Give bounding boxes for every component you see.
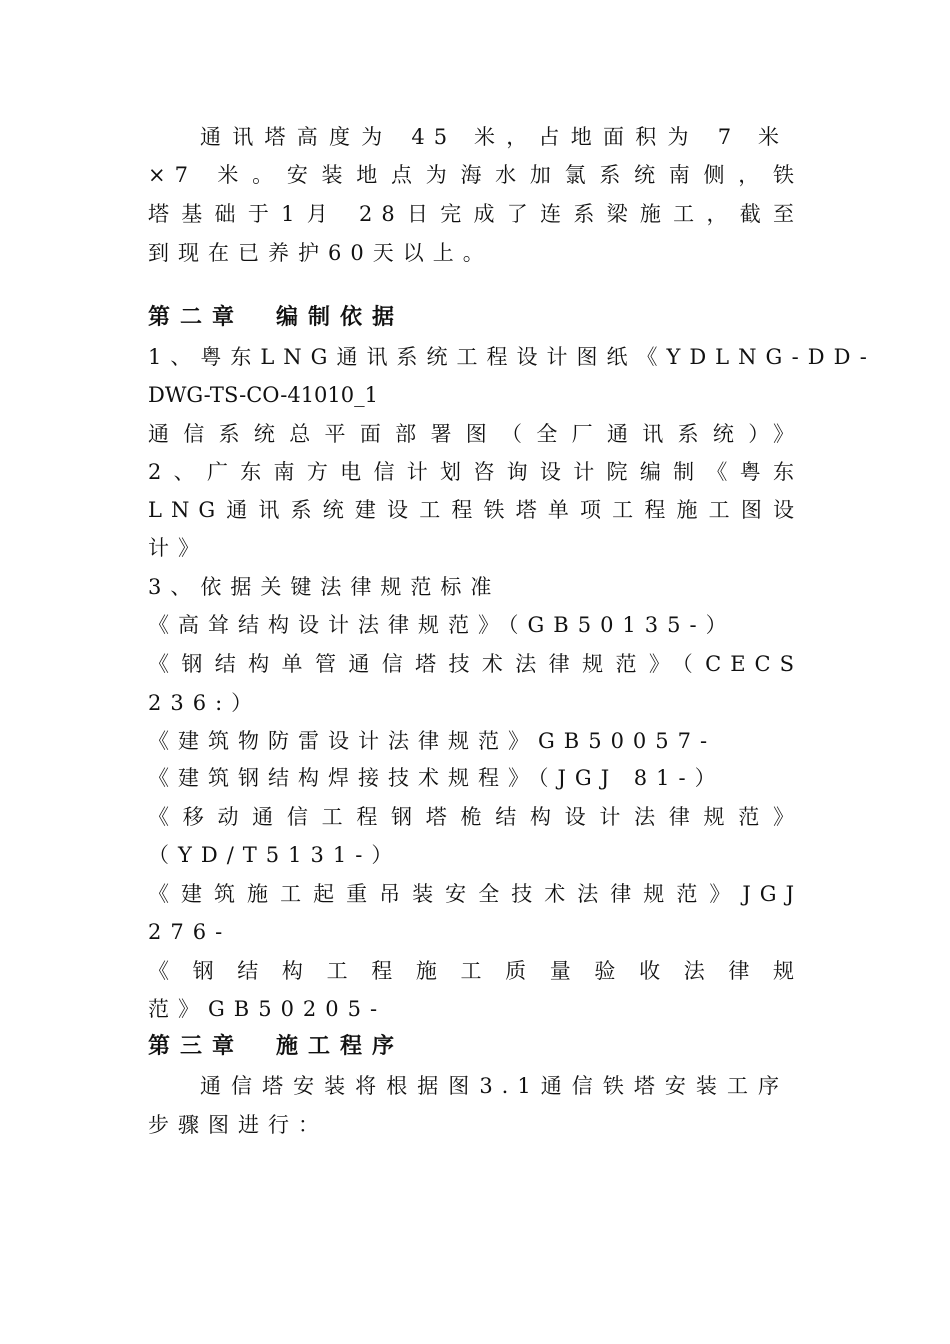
body-text-line: 计》 bbox=[148, 536, 208, 560]
standard-reference: 《移动通信工程钢塔桅结构设计法律规范》 bbox=[148, 805, 803, 829]
standard-reference: 《建筑物防雷设计法律规范》GB50057- bbox=[148, 729, 717, 753]
standard-reference: 《钢结构工程施工质量验收法律规 bbox=[148, 959, 803, 983]
standard-reference: 276- bbox=[148, 920, 232, 944]
standard-reference: （YD/T5131-） bbox=[148, 843, 402, 867]
standard-reference: 236:） bbox=[148, 691, 262, 715]
chapter-3-heading: 第三章 施工程序 bbox=[148, 1034, 405, 1059]
body-text-line: LNG通讯系统建设工程铁塔单项工程施工图设 bbox=[148, 498, 803, 522]
body-text-line: 通讯塔高度为 45 米，占地面积为 7 米 bbox=[200, 125, 788, 149]
body-text-line: DWG-TS-CO-41010_1 bbox=[148, 383, 379, 407]
chapter-2-heading: 第二章 编制依据 bbox=[148, 305, 405, 330]
body-text-line: 1、粤东LNG通讯系统工程设计图纸《YDLNG-DD- bbox=[148, 345, 876, 369]
body-text-line: 塔基础于1月 28日完成了连系梁施工，截至 bbox=[148, 202, 803, 226]
body-text-line: 到现在已养护60天以上。 bbox=[148, 241, 493, 265]
standard-reference: 《建筑施工起重吊装安全技术法律规范》JGJ bbox=[148, 882, 803, 906]
standard-reference: 《建筑钢结构焊接技术规程》（JGJ 81-） bbox=[148, 766, 725, 790]
body-text-line: ×7 米。安装地点为海水加氯系统南侧，铁 bbox=[148, 163, 803, 187]
body-text-line: 通信系统总平面部署图（全厂通讯系统）》 bbox=[148, 422, 803, 446]
body-text-line: 通信塔安装将根据图3.1通信铁塔安装工序 bbox=[200, 1074, 788, 1098]
standard-reference: 范》GB50205- bbox=[148, 997, 387, 1021]
standard-reference: 《钢结构单管通信塔技术法律规范》（CECS bbox=[148, 652, 803, 676]
body-text-line: 步骤图进行： bbox=[148, 1113, 328, 1137]
body-text-line: 3、依据关键法律规范标准 bbox=[148, 575, 501, 599]
standard-reference: 《高耸结构设计法律规范》（GB50135-） bbox=[148, 613, 736, 637]
body-text-line: 2、广东南方电信计划咨询设计院编制《粤东 bbox=[148, 460, 803, 484]
